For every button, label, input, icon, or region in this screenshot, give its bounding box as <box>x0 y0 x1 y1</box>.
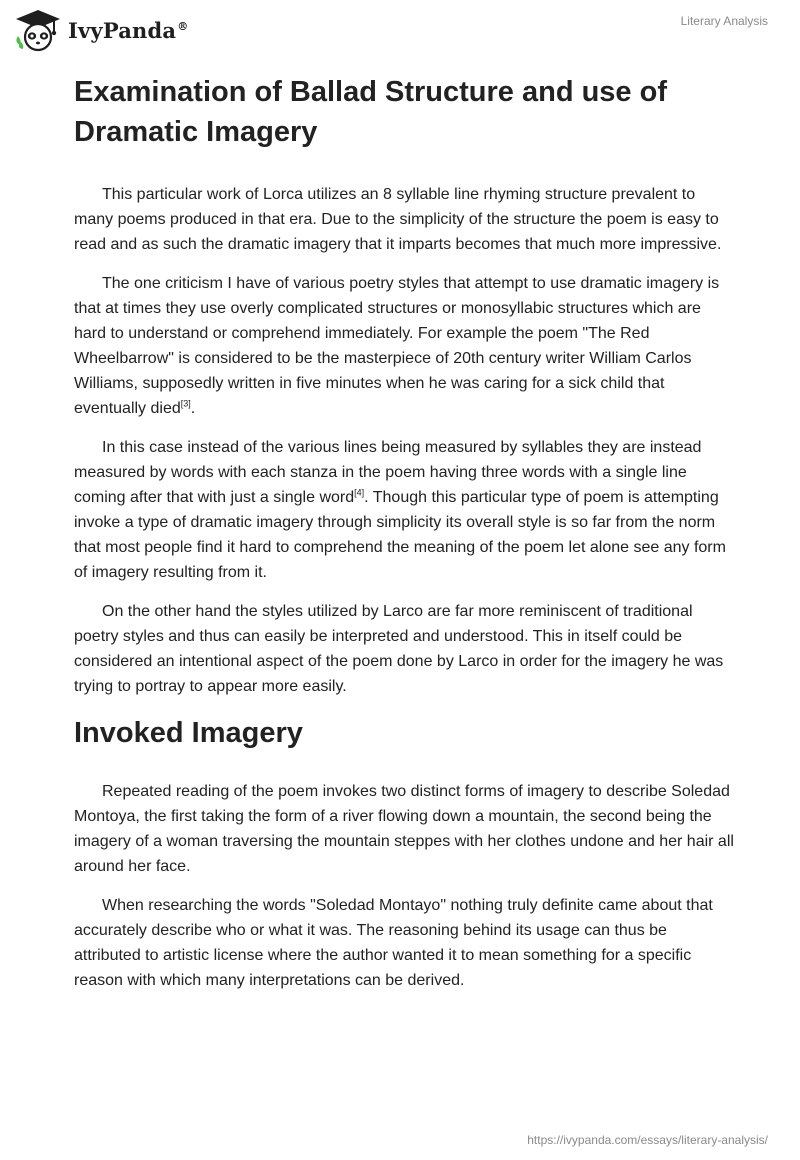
paragraph: In this case instead of the various lines being measured by syllables they are instead measured by words with each stanza in the poem having three words with a single line coming after that with just a single word[4]. Though this particular type of poem is attempting invoke a type of dramatic imagery through simplicity its overall style is so far from the norm that most people find it hard to comprehend the meaning of the poem let alone see any form of imagery resulting from it. <box>74 439 726 581</box>
paragraph: On the other hand the styles utilized by Larco are far more reminiscent of traditional poetry styles and thus can easily be interpreted and understood. This in itself could be considered an intentional aspect of the poem done by Larco in order for the imagery he was trying to portray to appear more easily. <box>74 603 724 695</box>
category-label: Literary Analysis <box>680 14 768 28</box>
brand-name: IvyPanda® <box>68 17 189 43</box>
article-body <box>74 72 734 1007</box>
paragraph: When researching the words "Soledad Montayo" nothing truly definite came about that accurately describe who or what it was. The reasoning behind its usage can thus be attributed to artistic license where the author wanted it to mean something for a specific reason with which many interpretations can be derived. <box>74 897 713 989</box>
reference-link[interactable]: [3] <box>180 398 191 409</box>
paragraph: Repeated reading of the poem invokes two distinct forms of imagery to describe Soledad Montoya, the first taking the form of a river flowing down a mountain, the second being the imagery of a woman traversing the mountain steppes with her clothes undone and her hair all around her face. <box>74 783 734 875</box>
paragraph: The one criticism I have of various poetry styles that attempt to use dramatic imagery is that at times they use overly complicated structures or monosyllabic structures which are hard to understand or comprehend immediately. For example the poem "The Red Wheelbarrow" is considered to be the masterpiece of 20th century writer William Carlos Williams, supposedly written in five minutes when he was caring for a sick child that eventually died[3]. <box>74 275 720 417</box>
panda-graduate-icon <box>14 8 62 52</box>
section-heading-ballad-structure: Examination of Ballad Structure and use of Dramatic Imagery <box>74 76 667 148</box>
page-header <box>0 0 800 60</box>
paragraph: This particular work of Lorca utilizes an 8 syllable line rhyming structure prevalent to many poems produced in that era. Due to the simplicity of the structure the poem is easy to read and as such the dramatic imagery that it imparts becomes that much more impressive. <box>74 186 722 253</box>
brand-logo[interactable] <box>14 8 188 52</box>
source-url[interactable]: https://ivypanda.com/essays/literary-analysis/ <box>527 1133 768 1147</box>
section-heading-invoked-imagery: Invoked Imagery <box>74 717 303 749</box>
reference-link[interactable]: [4] <box>354 487 365 498</box>
